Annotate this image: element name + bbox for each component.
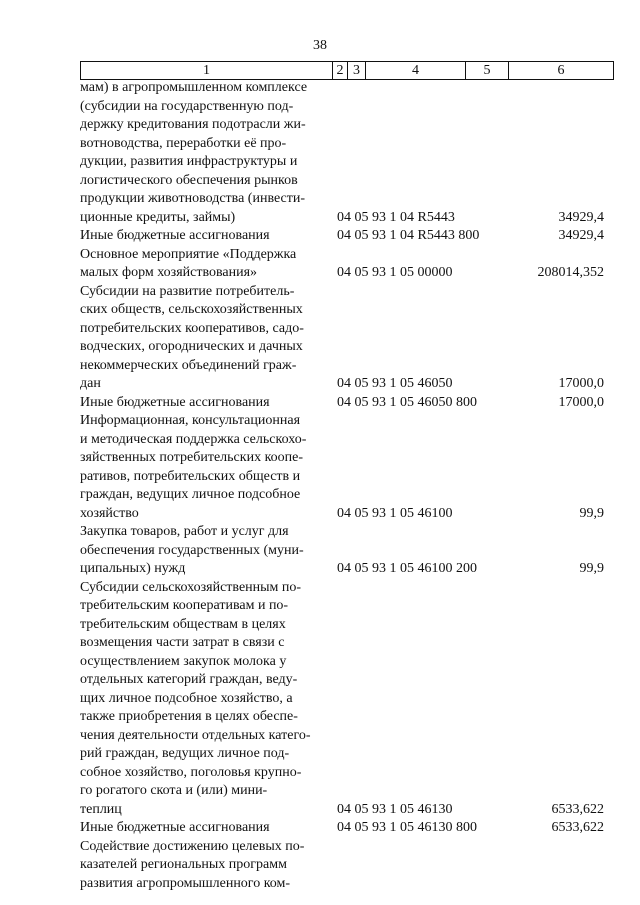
row-description (80, 227, 330, 246)
row-amount: 6533,622 (551, 820, 604, 835)
row-amount: 34929,4 (558, 228, 604, 243)
table-row (80, 394, 610, 413)
table-row (80, 523, 610, 579)
row-amount: 17000,0 (558, 394, 604, 410)
row-classification-code: 04 05 93 1 05 46100 (337, 505, 453, 521)
description-line: продукции животноводства (инвести- (80, 191, 306, 206)
description-line: Субсидии на развитие потребитель- (80, 283, 295, 299)
row-classification-code: 04 05 93 1 04 R5443 (337, 209, 455, 225)
description-line: граждан, ведущих личное подсобное (80, 487, 301, 502)
description-line: (субсидии на государственную под- (80, 98, 294, 114)
description-line: Иные бюджетные ассигнования (80, 820, 270, 835)
table-row (80, 412, 610, 523)
description-line: Закупка товаров, работ и услуг для (80, 524, 289, 539)
column-header-4: 4 (366, 62, 466, 80)
table-row (80, 79, 610, 227)
row-description (80, 283, 330, 394)
description-line: теплиц (80, 801, 122, 817)
row-classification-code: 04 05 93 1 04 R5443 800 (337, 228, 480, 243)
description-line: развития агропромышленного ком- (80, 875, 291, 891)
row-description (80, 838, 330, 894)
description-line: малых форм хозяйствования» (80, 265, 258, 280)
description-line: держку кредитования подотрасли жи- (80, 117, 306, 132)
row-description (80, 819, 330, 838)
description-line: ционные кредиты, займы) (80, 209, 236, 225)
row-classification-code: 04 05 93 1 05 00000 (337, 265, 453, 280)
description-line: и методическая поддержка сельскохо- (80, 431, 307, 447)
description-line: го рогатого скота и (или) мини- (80, 783, 268, 798)
description-line: потребительских кооперативов, садо- (80, 320, 304, 336)
description-line: обеспечения государственных (муни- (80, 542, 304, 558)
description-line: дан (80, 376, 101, 391)
row-amount: 6533,622 (551, 801, 604, 817)
description-line: мам) в агропромышленном комплексе (80, 80, 308, 95)
description-line: ских обществ, сельскохозяйственных (80, 302, 303, 317)
row-classification-code: 04 05 93 1 05 46100 200 (337, 561, 477, 576)
description-line: Иные бюджетные ассигнования (80, 394, 270, 410)
budget-table-body (80, 79, 610, 893)
description-line: требительским кооперативам и по- (80, 598, 289, 613)
description-line: хозяйство (80, 505, 139, 521)
table-row (80, 579, 610, 820)
description-line: собное хозяйство, поголовья крупно- (80, 764, 302, 780)
table-row (80, 227, 610, 246)
column-header-2: 2 (333, 62, 348, 80)
row-amount: 34929,4 (558, 209, 604, 225)
row-amount: 99,9 (579, 561, 604, 576)
row-classification-code: 04 05 93 1 05 46050 (337, 376, 453, 391)
row-description (80, 579, 330, 820)
description-line: чения деятельности отдельных катего- (80, 727, 311, 743)
row-description (80, 394, 330, 413)
description-line: также приобретения в целях обеспе- (80, 709, 298, 724)
row-classification-code: 04 05 93 1 05 46130 800 (337, 820, 477, 835)
description-line: логистического обеспечения рынков (80, 172, 298, 188)
row-amount: 99,9 (579, 505, 604, 521)
row-description (80, 523, 330, 579)
description-line: возмещения части затрат в связи с (80, 635, 285, 650)
column-header-3: 3 (348, 62, 366, 80)
description-line: дукции, развития инфраструктуры и (80, 154, 298, 169)
description-line: ципальных) нужд (80, 561, 186, 576)
table-row (80, 838, 610, 894)
description-line: вотноводства, переработки её про- (80, 135, 287, 151)
column-header-5: 5 (466, 62, 509, 80)
description-line: отдельных категорий граждан, веду- (80, 672, 298, 687)
description-line: Субсидии сельскохозяйственным по- (80, 579, 302, 595)
description-line: казателей региональных программ (80, 857, 287, 872)
row-classification-code: 04 05 93 1 05 46130 (337, 801, 453, 817)
description-line: Основное мероприятие «Поддержка (80, 246, 297, 262)
description-line: щих личное подсобное хозяйство, а (80, 690, 293, 706)
column-header-1: 1 (81, 62, 333, 80)
page-number: 38 (313, 38, 327, 53)
column-header-table (80, 61, 614, 80)
description-line: зяйственных потребительских коопе- (80, 450, 304, 465)
column-header-row (81, 62, 614, 80)
row-description (80, 412, 330, 523)
description-line: Информационная, консультационная (80, 413, 301, 428)
column-header-6: 6 (509, 62, 614, 80)
row-description (80, 79, 330, 227)
row-classification-code: 04 05 93 1 05 46050 800 (337, 394, 477, 410)
table-row (80, 819, 610, 838)
description-line: Содействие достижению целевых по- (80, 838, 305, 854)
table-row (80, 246, 610, 283)
row-amount: 17000,0 (558, 376, 604, 391)
description-line: осуществлением закупок молока у (80, 653, 287, 669)
row-description (80, 246, 330, 283)
description-line: рий граждан, ведущих личное под- (80, 746, 290, 761)
description-line: Иные бюджетные ассигнования (80, 228, 270, 243)
description-line: водческих, огороднических и дачных (80, 339, 303, 354)
description-line: некоммерческих объединений граж- (80, 357, 297, 373)
row-amount: 208014,352 (537, 265, 604, 280)
description-line: ративов, потребительских обществ и (80, 468, 301, 484)
description-line: требительским обществам в целях (80, 616, 286, 632)
table-row (80, 283, 610, 394)
